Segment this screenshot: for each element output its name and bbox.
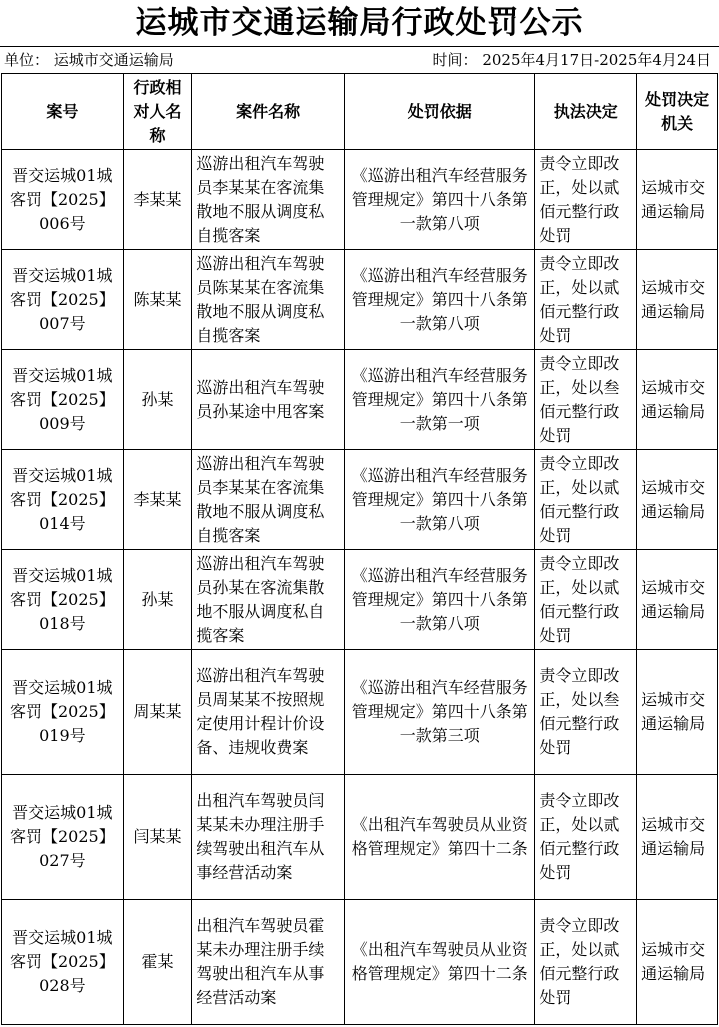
authority-cell: 运城市交通运输局: [637, 650, 718, 775]
header-person: 行政相对人名称: [123, 74, 192, 150]
table-row: [2, 350, 718, 450]
authority-cell: 运城市交通运输局: [637, 450, 718, 550]
table-row: [2, 650, 718, 775]
table-row: [2, 250, 718, 350]
basis-cell: 《巡游出租汽车经营服务管理规定》第四十八条第一款第三项: [345, 650, 535, 775]
case-no-cell: 晋交运城01城客罚【2025】028号: [2, 900, 124, 1025]
basis-cell: 《巡游出租汽车经营服务管理规定》第四十八条第一款第一项: [345, 350, 535, 450]
case-name-cell: 巡游出租汽车驾驶员孙某在客流集散地不服从调度私自揽客案: [192, 550, 345, 650]
decision-cell: 责令立即改正，处以叁佰元整行政处罚: [535, 650, 637, 775]
decision-cell: 责令立即改正，处以贰佰元整行政处罚: [535, 900, 637, 1025]
page-title: 运城市交通运输局行政处罚公示: [0, 0, 719, 47]
case-no-cell: 晋交运城01城客罚【2025】007号: [2, 250, 124, 350]
case-name-cell: 巡游出租汽车驾驶员孙某途中甩客案: [192, 350, 345, 450]
basis-cell: 《出租汽车驾驶员从业资格管理规定》第四十二条: [345, 775, 535, 900]
person-cell: 周某某: [123, 650, 192, 775]
case-no-cell: 晋交运城01城客罚【2025】018号: [2, 550, 124, 650]
person-cell: 陈某某: [123, 250, 192, 350]
case-name-cell: 巡游出租汽车驾驶员陈某某在客流集散地不服从调度私自揽客案: [192, 250, 345, 350]
person-cell: 孙某: [123, 350, 192, 450]
authority-cell: 运城市交通运输局: [637, 250, 718, 350]
case-no-cell: 晋交运城01城客罚【2025】009号: [2, 350, 124, 450]
decision-cell: 责令立即改正，处以贰佰元整行政处罚: [535, 250, 637, 350]
header-case-name: 案件名称: [192, 74, 345, 150]
person-cell: 霍某: [123, 900, 192, 1025]
case-no-cell: 晋交运城01城客罚【2025】014号: [2, 450, 124, 550]
case-no-cell: 晋交运城01城客罚【2025】019号: [2, 650, 124, 775]
header-authority: 处罚决定机关: [637, 74, 718, 150]
case-name-cell: 出租汽车驾驶员霍某未办理注册手续驾驶出租汽车从事经营活动案: [192, 900, 345, 1025]
penalty-table: [1, 73, 718, 1025]
header-basis: 处罚依据: [345, 74, 535, 150]
table-header-row: [2, 74, 718, 150]
case-name-cell: 巡游出租汽车驾驶员李某某在客流集散地不服从调度私自揽客案: [192, 150, 345, 250]
authority-cell: 运城市交通运输局: [637, 350, 718, 450]
case-name-cell: 出租汽车驾驶员闫某某未办理注册手续驾驶出租汽车从事经营活动案: [192, 775, 345, 900]
decision-cell: 责令立即改正，处以贰佰元整行政处罚: [535, 150, 637, 250]
case-no-cell: 晋交运城01城客罚【2025】027号: [2, 775, 124, 900]
person-cell: 李某某: [123, 450, 192, 550]
header-decision: 执法决定: [535, 74, 637, 150]
authority-cell: 运城市交通运输局: [637, 550, 718, 650]
decision-cell: 责令立即改正，处以贰佰元整行政处罚: [535, 450, 637, 550]
authority-cell: 运城市交通运输局: [637, 150, 718, 250]
table-row: [2, 775, 718, 900]
authority-cell: 运城市交通运输局: [637, 900, 718, 1025]
header-case-no: 案号: [2, 74, 124, 150]
table-row: [2, 550, 718, 650]
decision-cell: 责令立即改正，处以贰佰元整行政处罚: [535, 550, 637, 650]
basis-cell: 《巡游出租汽车经营服务管理规定》第四十八条第一款第八项: [345, 550, 535, 650]
person-cell: 闫某某: [123, 775, 192, 900]
decision-cell: 责令立即改正，处以贰佰元整行政处罚: [535, 775, 637, 900]
basis-cell: 《巡游出租汽车经营服务管理规定》第四十八条第一款第八项: [345, 150, 535, 250]
authority-cell: 运城市交通运输局: [637, 775, 718, 900]
person-cell: 李某某: [123, 150, 192, 250]
case-name-cell: 巡游出租汽车驾驶员周某某不按照规定使用计程计价设备、违规收费案: [192, 650, 345, 775]
case-no-cell: 晋交运城01城客罚【2025】006号: [2, 150, 124, 250]
decision-cell: 责令立即改正，处以叁佰元整行政处罚: [535, 350, 637, 450]
table-row: [2, 900, 718, 1025]
basis-cell: 《出租汽车驾驶员从业资格管理规定》第四十二条: [345, 900, 535, 1025]
basis-cell: 《巡游出租汽车经营服务管理规定》第四十八条第一款第八项: [345, 250, 535, 350]
person-cell: 孙某: [123, 550, 192, 650]
unit-label: 单位： 运城市交通运输局: [4, 51, 174, 69]
case-name-cell: 巡游出租汽车驾驶员李某某在客流集散地不服从调度私自揽客案: [192, 450, 345, 550]
meta-bar: [0, 47, 719, 73]
table-row: [2, 450, 718, 550]
time-range: 时间： 2025年4月17日-2025年4月24日: [432, 51, 711, 69]
basis-cell: 《巡游出租汽车经营服务管理规定》第四十八条第一款第八项: [345, 450, 535, 550]
table-row: [2, 150, 718, 250]
